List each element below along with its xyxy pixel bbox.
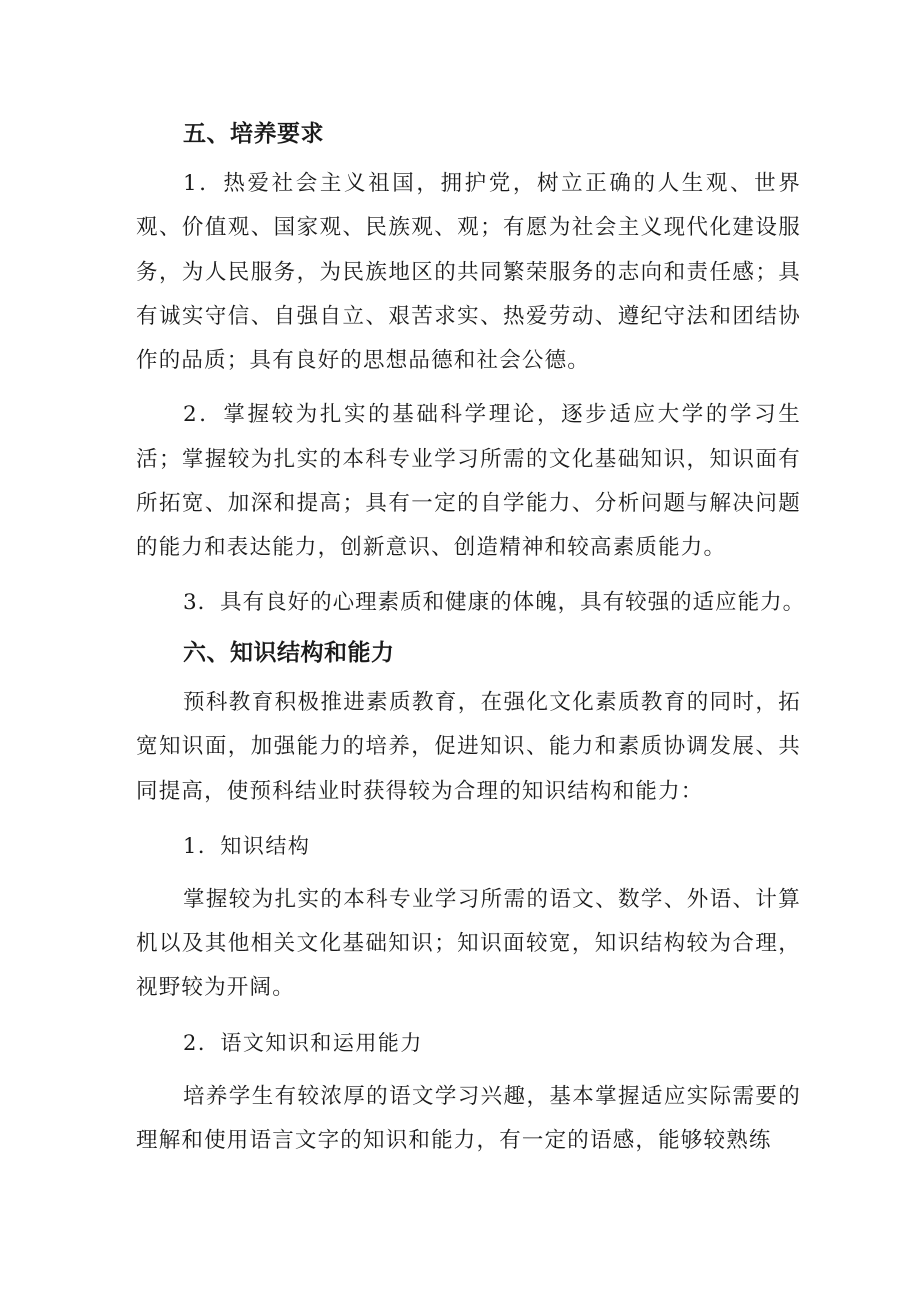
paragraph-requirement-3: 3．具有良好的心理素质和健康的体魄，具有较强的适应能力。 [183,589,806,615]
paragraph-chinese-ability: 培养学生有较浓厚的语文学习兴趣，基本掌握适应实际需要的理解和使用语言文字的知识和能力，有一定的语感，能够较熟练 [136,1083,801,1154]
section-heading-training-requirements: 五、培养要求 [183,121,324,147]
paragraph-requirement-2: 2．掌握较为扎实的基础科学理论，逐步适应大学的学习生活；掌握较为扎实的本科专业学习所需的文化基础知识，知识面有所拓宽、加深和提高；具有一定的自学能力、分析问题与解决问题的能力和表达能力，创新意识、创造精神和较高素质能力。 [136,402,801,561]
subheading-knowledge-structure: 1．知识结构 [183,833,311,858]
paragraph-requirement-1: 1．热爱社会主义祖国，拥护党，树立正确的人生观、世界观、价值观、国家观、民族观、观；有愿为社会主义现代化建设服务，为人民服务，为民族地区的共同繁荣服务的志向和责任感；具有诚实守信、自强自立、艰苦求实、热爱劳动、遵纪守法和团结协作的品质；具有良好的思想品德和社会公德。 [136,171,801,374]
paragraph-knowledge-intro: 预科教育积极推进素质教育，在强化文化素质教育的同时，拓宽知识面，加强能力的培养，促进知识、能力和素质协调发展、共同提高，使预科结业时获得较为合理的知识结构和能力： [136,689,801,804]
section-heading-knowledge-structure: 六、知识结构和能力 [183,639,395,666]
paragraph-knowledge-structure: 掌握较为扎实的本科专业学习所需的语文、数学、外语、计算机以及其他相关文化基础知识；知识面较宽，知识结构较为合理，视野较为开阔。 [136,886,801,1001]
subheading-chinese-ability: 2．语文知识和运用能力 [183,1030,423,1055]
document-page [136,112,806,1163]
